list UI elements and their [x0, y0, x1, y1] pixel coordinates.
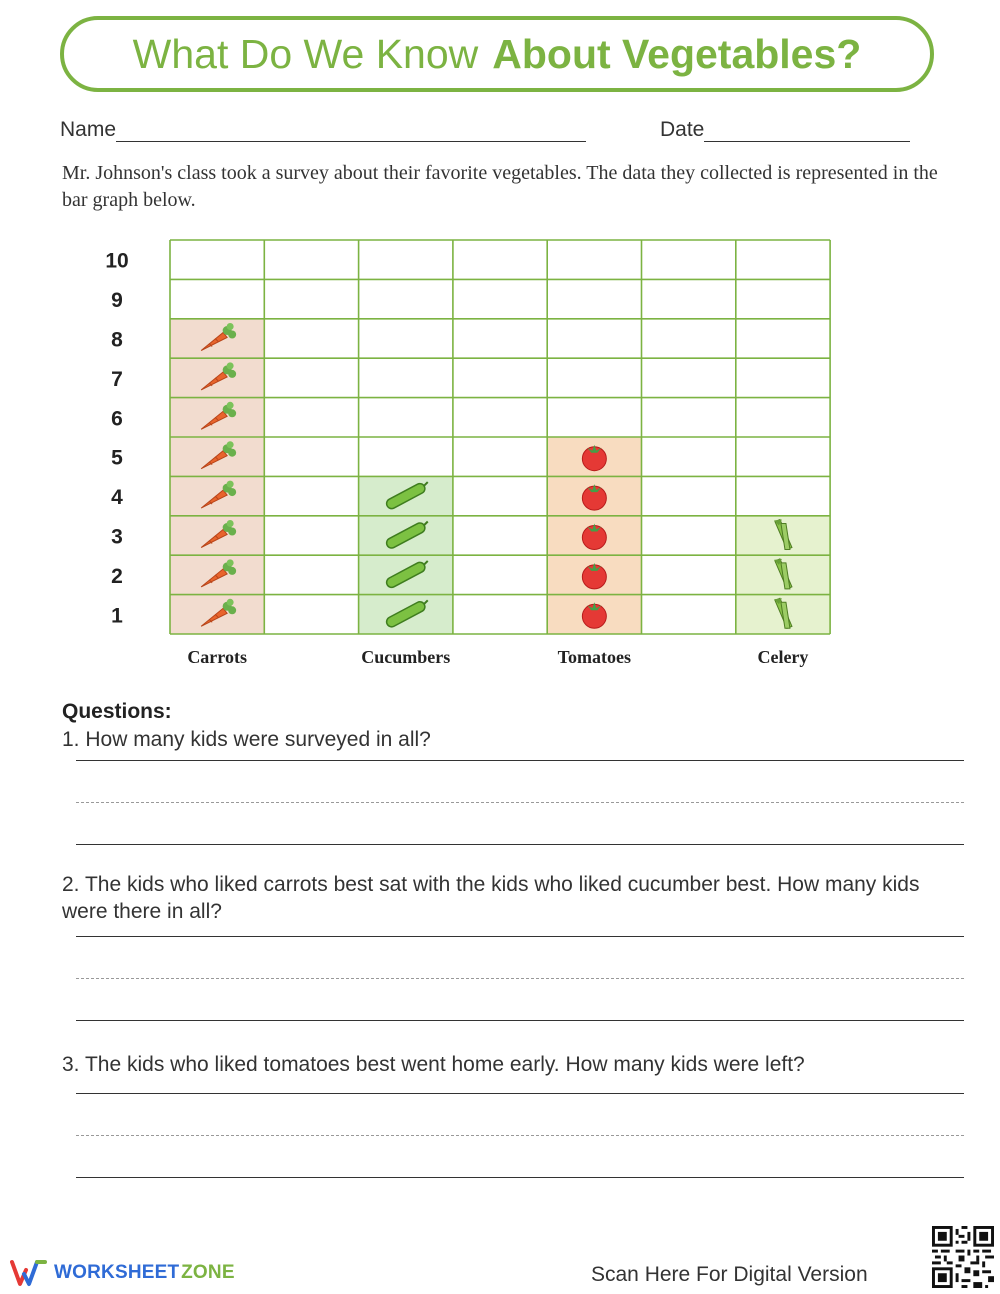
x-category-label: Celery [757, 647, 809, 667]
answer-line[interactable] [76, 936, 964, 937]
y-ticks-layer [105, 250, 128, 628]
date-field[interactable] [660, 118, 910, 142]
scan-text: Scan Here For Digital Version [591, 1263, 868, 1286]
answer-line[interactable] [76, 1020, 964, 1021]
logo-w-icon [10, 1258, 48, 1288]
answer-line[interactable] [76, 1177, 964, 1178]
answer-line[interactable] [76, 1093, 964, 1094]
grid-layer [170, 240, 830, 634]
worksheet-zone-logo[interactable] [10, 1258, 235, 1288]
y-tick-label: 7 [111, 367, 123, 391]
question-2: 2. The kids who liked carrots best sat with the kids who liked cucumber best. How many kids were there in all? [62, 873, 920, 923]
date-label: Date [660, 118, 705, 141]
y-tick-label: 4 [111, 486, 123, 510]
title-bold: About Vegetables? [492, 30, 862, 77]
answer-guide-line [76, 978, 964, 979]
questions-heading: Questions: [62, 700, 172, 723]
question-1: 1. How many kids were surveyed in all? [62, 728, 431, 751]
y-tick-label: 6 [111, 407, 123, 431]
y-tick-label: 9 [111, 289, 123, 313]
qr-code-icon[interactable] [932, 1226, 994, 1288]
name-field[interactable] [60, 118, 586, 142]
name-line[interactable] [116, 119, 586, 142]
answer-line[interactable] [76, 844, 964, 845]
answer-line[interactable] [76, 760, 964, 761]
title-light: What Do We Know [132, 30, 479, 77]
x-category-label: Carrots [187, 647, 247, 667]
answer-guide-line [76, 1135, 964, 1136]
brand-word-1: WORKSHEET [54, 1262, 180, 1283]
y-tick-label: 2 [111, 564, 123, 588]
y-tick-label: 8 [111, 328, 123, 352]
bar-graph [0, 225, 1000, 675]
question-3: 3. The kids who liked tomatoes best went home early. How many kids were left? [62, 1053, 805, 1076]
x-category-label: Tomatoes [557, 647, 632, 667]
y-tick-label: 10 [105, 249, 129, 273]
x-labels-layer [187, 647, 808, 667]
answer-guide-line [76, 802, 964, 803]
brand-word-2: ZONE [181, 1262, 235, 1283]
x-category-label: Cucumbers [361, 647, 451, 667]
name-label: Name [60, 118, 117, 141]
intro-text: Mr. Johnson's class took a survey about their favorite vegetables. The data they collected is represented in the bar graph below. [62, 162, 938, 211]
y-tick-label: 1 [111, 604, 123, 628]
title-banner [60, 16, 934, 92]
y-tick-label: 5 [111, 446, 123, 470]
date-line[interactable] [704, 119, 910, 142]
y-tick-label: 3 [111, 525, 123, 549]
